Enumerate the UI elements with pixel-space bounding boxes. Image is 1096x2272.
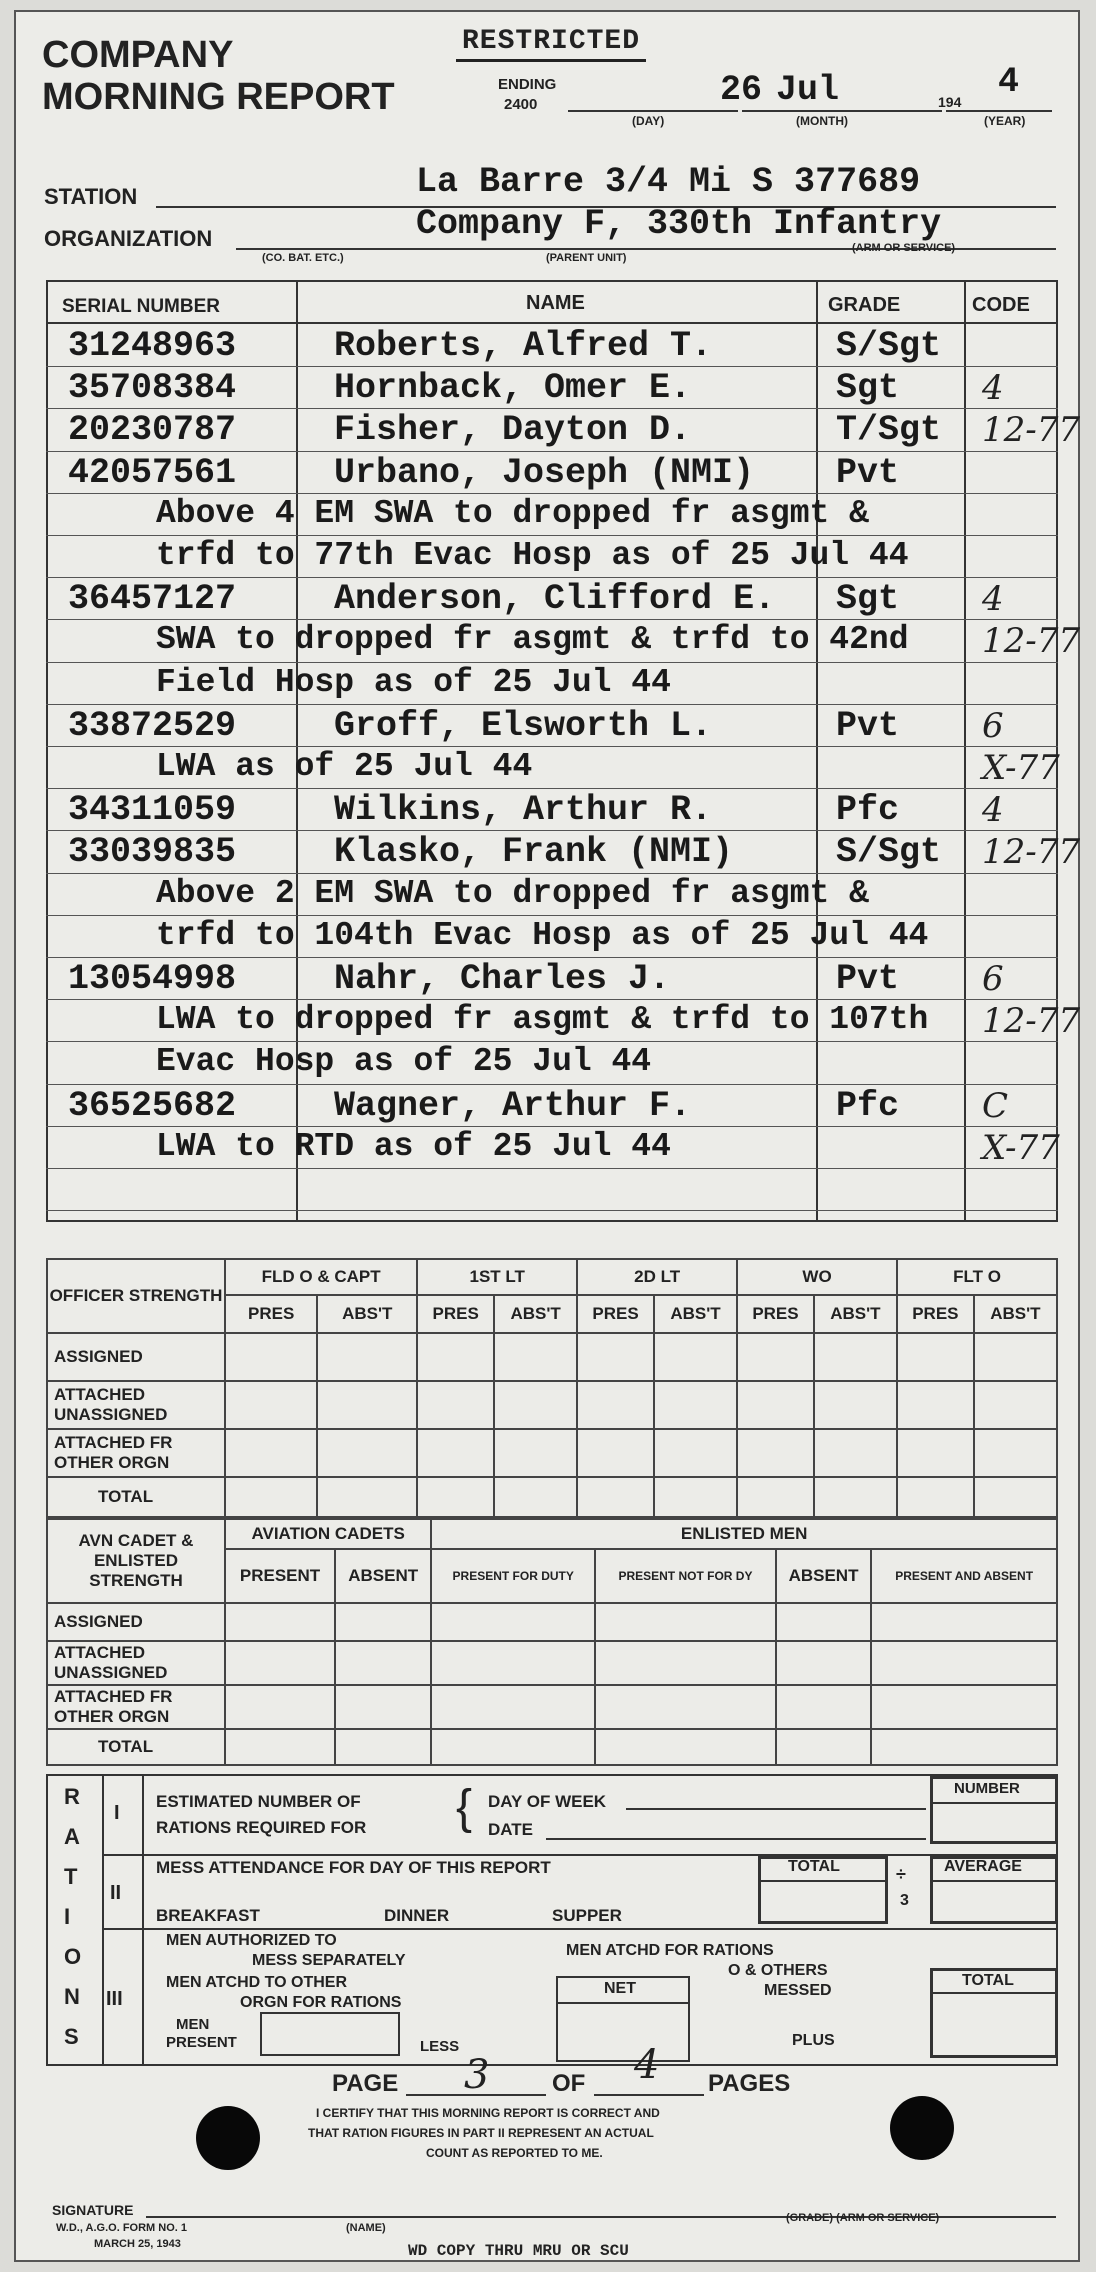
roster-rule — [46, 577, 1058, 578]
soldier-name: Hornback, Omer E. — [334, 368, 692, 408]
roster-rule — [46, 788, 1058, 789]
year-prefix: 194 — [938, 94, 962, 110]
code-value: X-77 — [982, 748, 1060, 788]
aviation-cadets-header: AVIATION CADETS — [225, 1519, 431, 1549]
page-value: 3 — [464, 2052, 490, 2098]
roster-rule — [46, 408, 1058, 409]
remark-line: Above 4 EM SWA to dropped fr asgmt & — [156, 495, 869, 532]
remark-line: trfd to 104th Evac Hosp as of 25 Jul 44 — [156, 917, 929, 954]
sub-arm: (ARM OR SERVICE) — [852, 242, 956, 254]
remark-line: LWA as of 25 Jul 44 — [156, 748, 533, 785]
roster-rule — [46, 704, 1058, 705]
supper-label: SUPPER — [552, 1906, 622, 1925]
roster-rule — [46, 451, 1058, 452]
average-label: AVERAGE — [944, 1858, 1022, 1875]
code-header: CODE — [972, 294, 1030, 316]
net-label: NET — [604, 1980, 636, 1997]
ration-letter: R — [64, 1784, 80, 1809]
col-header: ABSENT — [776, 1549, 872, 1603]
number-label: NUMBER — [954, 1780, 1020, 1797]
soldier-name: Anderson, Clifford E. — [334, 579, 776, 619]
soldier-name: Urbano, Joseph (NMI) — [334, 453, 755, 493]
certify-line3: COUNT AS REPORTED TO ME. — [426, 2146, 603, 2160]
auth1-label: MEN AUTHORIZED TO — [166, 1932, 337, 1949]
roster-rule — [46, 1084, 1058, 1085]
serial-number: 33039835 — [68, 832, 237, 872]
roster-rule — [46, 746, 1058, 747]
serial-number: 36457127 — [68, 579, 237, 619]
code-value: 12-77 — [982, 621, 1081, 661]
code-value: 12-77 — [982, 1001, 1081, 1041]
col-header: PRESENT FOR DUTY — [431, 1549, 595, 1603]
required-label: RATIONS REQUIRED FOR — [156, 1818, 367, 1837]
pres-header: PRES — [577, 1295, 654, 1333]
remark-line: LWA to dropped fr asgmt & trfd to 107th — [156, 1001, 929, 1038]
ration-letter: A — [64, 1824, 80, 1849]
dinner-label: DINNER — [384, 1906, 450, 1925]
officer-strength-title: OFFICER STRENGTH — [47, 1259, 225, 1333]
station-value: La Barre 3/4 Mi S 377689 — [416, 162, 921, 202]
roster-rule — [46, 1126, 1058, 1127]
name-caption: (NAME) — [346, 2222, 386, 2234]
serial-number: 34311059 — [68, 790, 237, 830]
certify-line2: THAT RATION FIGURES IN PART II REPRESENT AN ACTUAL — [308, 2126, 654, 2140]
morning-report-form — [14, 10, 1080, 2262]
col-header: PRESENT NOT FOR DY — [595, 1549, 776, 1603]
row-label: TOTAL — [47, 1477, 225, 1517]
brace: { — [456, 1781, 473, 1834]
sec1-num: I — [114, 1802, 120, 1824]
grade-value: Sgt — [836, 368, 900, 408]
ration-letter: O — [64, 1944, 82, 1969]
soldier-name: Wilkins, Arthur R. — [334, 790, 713, 830]
col-header: ABSENT — [335, 1549, 431, 1603]
soldier-name: Wagner, Arthur F. — [334, 1086, 692, 1126]
abst-header: ABS'T — [494, 1295, 577, 1333]
roster-rule — [46, 1210, 1058, 1211]
row-label: ATTACHED FR OTHER ORGN — [47, 1429, 225, 1477]
code-value: 4 — [982, 790, 1004, 830]
roster-rule — [46, 1041, 1058, 1042]
atchd1-label: MEN ATCHD TO OTHER — [166, 1974, 348, 1991]
grade-value: Pvt — [836, 453, 900, 493]
date-label: DATE — [488, 1820, 534, 1839]
year-digit: 4 — [998, 62, 1020, 102]
row-label: ASSIGNED — [47, 1603, 225, 1641]
code-value: 4 — [982, 579, 1004, 619]
officer-group: FLT O — [897, 1259, 1057, 1295]
serial-number: 42057561 — [68, 453, 237, 493]
sec3-num: III — [106, 1988, 123, 2010]
serial-number: 20230787 — [68, 410, 237, 450]
roster-rule — [46, 957, 1058, 958]
atchd2-label: ORGN FOR RATIONS — [240, 1994, 402, 2011]
atchd-for3-label: MESSED — [764, 1982, 832, 1999]
serial-number: 36525682 — [68, 1086, 237, 1126]
month-label: (MONTH) — [796, 114, 848, 128]
grade-arm-caption: (GRADE) (ARM OR SERVICE) — [786, 2212, 940, 2224]
soldier-name: Groff, Elsworth L. — [334, 706, 713, 746]
plus-label: PLUS — [792, 2032, 835, 2049]
roster-rule — [46, 493, 1058, 494]
remark-line: Field Hosp as of 25 Jul 44 — [156, 664, 671, 701]
sub-parent: (PARENT UNIT) — [546, 252, 627, 264]
wd-copy-line: WD COPY THRU MRU OR SCU — [408, 2242, 629, 2260]
remark-line: Above 2 EM SWA to dropped fr asgmt & — [156, 875, 869, 912]
atchd-for1-label: MEN ATCHD FOR RATIONS — [566, 1942, 774, 1959]
code-value: C — [982, 1086, 1009, 1126]
pres-header: PRES — [897, 1295, 974, 1333]
serial-number: 35708384 — [68, 368, 237, 408]
remark-line: LWA to RTD as of 25 Jul 44 — [156, 1128, 671, 1165]
officer-group: 1ST LT — [417, 1259, 577, 1295]
abst-header: ABS'T — [654, 1295, 737, 1333]
serial-number: 33872529 — [68, 706, 237, 746]
abst-header: ABS'T — [317, 1295, 417, 1333]
divide-three: 3 — [900, 1892, 909, 1909]
soldier-name: Fisher, Dayton D. — [334, 410, 692, 450]
less-label: LESS — [420, 2038, 460, 2055]
ending-label: ENDING — [498, 76, 557, 93]
of-label: OF — [552, 2070, 586, 2097]
row-label: ASSIGNED — [47, 1333, 225, 1381]
abst-header: ABS'T — [974, 1295, 1057, 1333]
present-label: PRESENT — [166, 2034, 237, 2051]
roster-rule — [46, 915, 1058, 916]
ration-letter: T — [64, 1864, 78, 1889]
grade-value: S/Sgt — [836, 832, 942, 872]
form-number: W.D., A.G.O. FORM NO. 1 — [56, 2222, 187, 2234]
officer-group: FLD O & CAPT — [225, 1259, 417, 1295]
roster-rule — [46, 619, 1058, 620]
year-label: (YEAR) — [984, 114, 1026, 128]
ending-time: 2400 — [504, 96, 538, 113]
pres-header: PRES — [737, 1295, 814, 1333]
roster-rule — [46, 999, 1058, 1000]
soldier-name: Roberts, Alfred T. — [334, 326, 713, 366]
code-value: X-77 — [982, 1128, 1060, 1168]
breakfast-label: BREAKFAST — [156, 1906, 260, 1925]
roster-rule — [46, 873, 1058, 874]
roster-rule — [46, 1168, 1058, 1169]
sub-co: (CO. BAT. ETC.) — [262, 252, 344, 264]
divide-sign: ÷ — [896, 1864, 906, 1884]
punch-hole-left — [196, 2106, 260, 2170]
grade-value: Sgt — [836, 579, 900, 619]
soldier-name: Nahr, Charles J. — [334, 959, 671, 999]
remark-line: trfd to 77th Evac Hosp as of 25 Jul 44 — [156, 537, 909, 574]
col-header: PRESENT AND ABSENT — [871, 1549, 1057, 1603]
day-of-week-label: DAY OF WEEK — [488, 1792, 607, 1811]
page-label: PAGE — [332, 2070, 399, 2097]
atchd-for2-label: O & OTHERS — [728, 1962, 828, 1979]
grade-value: Pfc — [836, 790, 900, 830]
soldier-name: Klasko, Frank (NMI) — [334, 832, 734, 872]
row-label: ATTACHED UNASSIGNED — [47, 1641, 225, 1685]
grade-value: T/Sgt — [836, 410, 942, 450]
day-label: (DAY) — [632, 114, 665, 128]
roster-rule — [46, 366, 1058, 367]
punch-hole-right — [890, 2096, 954, 2160]
pres-header: PRES — [417, 1295, 494, 1333]
abst-header: ABS'T — [814, 1295, 897, 1333]
remark-line: Evac Hosp as of 25 Jul 44 — [156, 1043, 652, 1080]
enlisted-strength-table — [46, 1518, 1058, 1766]
mess-attendance-label: MESS ATTENDANCE FOR DAY OF THIS REPORT — [156, 1858, 551, 1877]
col-header: PRESENT — [225, 1549, 335, 1603]
code-value: 6 — [982, 706, 1004, 746]
grade-value: Pvt — [836, 706, 900, 746]
month-value: Jul — [776, 70, 840, 110]
men-present-box — [260, 2012, 400, 2056]
restricted-stamp: RESTRICTED — [456, 26, 646, 62]
serial-header: SERIAL NUMBER — [62, 296, 220, 317]
enlisted-men-header: ENLISTED MEN — [431, 1519, 1057, 1549]
ration-letter: S — [64, 2024, 79, 2049]
enlisted-strength-title: AVN CADET & ENLISTED STRENGTH — [47, 1519, 225, 1603]
estimated-label: ESTIMATED NUMBER OF — [156, 1792, 361, 1811]
form-title-line1: COMPANY — [42, 34, 234, 76]
code-value: 12-77 — [982, 832, 1081, 872]
ration-letter: I — [64, 1904, 71, 1929]
day-value: 26 — [720, 70, 763, 110]
code-value: 4 — [982, 368, 1004, 408]
grade-header: GRADE — [828, 294, 901, 316]
officer-group: 2D LT — [577, 1259, 737, 1295]
form-date: MARCH 25, 1943 — [94, 2238, 181, 2250]
total-label: TOTAL — [788, 1858, 840, 1875]
ration-letter: N — [64, 1984, 80, 2009]
sec2-num: II — [110, 1882, 122, 1904]
row-label: ATTACHED FR OTHER ORGN — [47, 1685, 225, 1729]
station-label: STATION — [44, 184, 138, 209]
row-label: TOTAL — [47, 1729, 225, 1765]
organization-value: Company F, 330th Infantry — [416, 204, 942, 244]
auth2-label: MESS SEPARATELY — [252, 1952, 406, 1969]
code-value: 6 — [982, 959, 1004, 999]
form-title-line2: MORNING REPORT — [42, 76, 395, 118]
signature-label: SIGNATURE — [52, 2202, 134, 2218]
name-header: NAME — [526, 292, 585, 314]
certify-line1: I CERTIFY THAT THIS MORNING REPORT IS CORRECT AND — [316, 2106, 660, 2120]
pages-label: PAGES — [708, 2070, 791, 2097]
officer-strength-table — [46, 1258, 1058, 1518]
pres-header: PRES — [225, 1295, 317, 1333]
of-value: 4 — [634, 2042, 660, 2088]
roster-rule — [46, 830, 1058, 831]
organization-label: ORGANIZATION — [44, 226, 213, 251]
serial-number: 13054998 — [68, 959, 237, 999]
grade-value: Pvt — [836, 959, 900, 999]
code-value: 12-77 — [982, 410, 1081, 450]
row-label: ATTACHED UNASSIGNED — [47, 1381, 225, 1429]
men-label: MEN — [176, 2016, 210, 2033]
roster-rule — [46, 535, 1058, 536]
officer-group: WO — [737, 1259, 897, 1295]
grade-value: Pfc — [836, 1086, 900, 1126]
remark-line: SWA to dropped fr asgmt & trfd to 42nd — [156, 621, 909, 658]
roster-rule — [46, 662, 1058, 663]
serial-number: 31248963 — [68, 326, 237, 366]
grade-value: S/Sgt — [836, 326, 942, 366]
total3-label: TOTAL — [962, 1972, 1014, 1989]
